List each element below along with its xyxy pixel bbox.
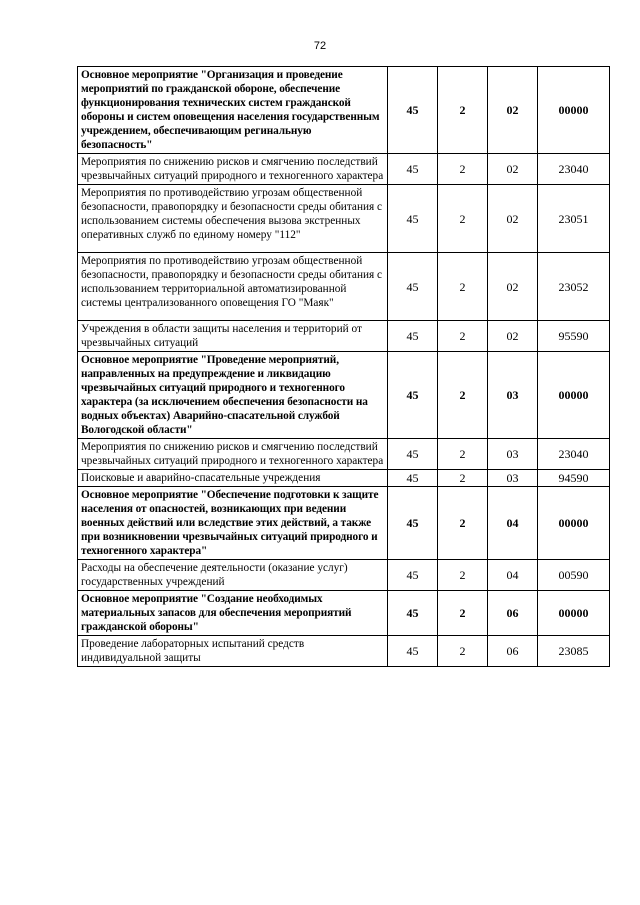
row-description: Проведение лабораторных испытаний средств индивидуальной защиты — [78, 636, 388, 667]
table-row — [78, 352, 610, 439]
event-code: 03 — [488, 470, 538, 487]
event-code: 06 — [488, 636, 538, 667]
event-code: 03 — [488, 352, 538, 439]
table-row — [78, 560, 610, 591]
program-code: 45 — [388, 185, 438, 253]
row-description: Основное мероприятие "Организация и проведение мероприятий по гражданской обороне, обеспечение функционирования технических систем гражданской обороны и систем оповещения населения государственным учреждением, обеспечивающим регинальную безопасность" — [78, 67, 388, 154]
row-description: Мероприятия по противодействию угрозам общественной безопасности, правопорядку и безопасности среды обитания с использованием территориальной автоматизированной системы централизованного оповещения ГО "Маяк" — [78, 253, 388, 321]
row-description: Поисковые и аварийно-спасательные учреждения — [78, 470, 388, 487]
event-code: 02 — [488, 154, 538, 185]
direction-code: 00000 — [538, 67, 610, 154]
direction-code: 23085 — [538, 636, 610, 667]
program-code: 45 — [388, 470, 438, 487]
event-code: 02 — [488, 185, 538, 253]
subprogram-code: 2 — [438, 185, 488, 253]
program-code: 45 — [388, 253, 438, 321]
direction-code: 00000 — [538, 591, 610, 636]
page-number: 72 — [313, 40, 327, 52]
program-code: 45 — [388, 636, 438, 667]
program-code: 45 — [388, 67, 438, 154]
subprogram-code: 2 — [438, 439, 488, 470]
direction-code: 94590 — [538, 470, 610, 487]
event-code: 04 — [488, 487, 538, 560]
subprogram-code: 2 — [438, 487, 488, 560]
program-code: 45 — [388, 154, 438, 185]
event-code: 04 — [488, 560, 538, 591]
table-row — [78, 470, 610, 487]
event-code: 03 — [488, 439, 538, 470]
subprogram-code: 2 — [438, 67, 488, 154]
program-code: 45 — [388, 591, 438, 636]
direction-code: 23040 — [538, 439, 610, 470]
table-row — [78, 591, 610, 636]
row-description: Расходы на обеспечение деятельности (оказание услуг) государственных учреждений — [78, 560, 388, 591]
program-code: 45 — [388, 487, 438, 560]
program-code: 45 — [388, 321, 438, 352]
subprogram-code: 2 — [438, 560, 488, 591]
event-code: 02 — [488, 67, 538, 154]
event-code: 02 — [488, 321, 538, 352]
subprogram-code: 2 — [438, 253, 488, 321]
table-row — [78, 253, 610, 321]
event-code: 02 — [488, 253, 538, 321]
subprogram-code: 2 — [438, 321, 488, 352]
table-row — [78, 487, 610, 560]
table-row — [78, 67, 610, 154]
row-description: Основное мероприятие "Создание необходимых материальных запасов для обеспечения мероприятий гражданской обороны" — [78, 591, 388, 636]
direction-code: 95590 — [538, 321, 610, 352]
program-code: 45 — [388, 352, 438, 439]
table-row — [78, 185, 610, 253]
table-body — [78, 67, 610, 667]
subprogram-code: 2 — [438, 154, 488, 185]
row-description: Мероприятия по снижению рисков и смягчению последствий чрезвычайных ситуаций природного и техногенного характера — [78, 439, 388, 470]
budget-classification-table — [77, 66, 610, 667]
direction-code: 00000 — [538, 352, 610, 439]
table-row — [78, 636, 610, 667]
row-description: Мероприятия по снижению рисков и смягчению последствий чрезвычайных ситуаций природного и техногенного характера — [78, 154, 388, 185]
row-description: Основное мероприятие "Обеспечение подготовки к защите населения от опасностей, возникающих при ведении военных действий или вследствие этих действий, а также при возникновении чрезвычайных ситуаций природного и техногенного характера" — [78, 487, 388, 560]
event-code: 06 — [488, 591, 538, 636]
table-row — [78, 321, 610, 352]
subprogram-code: 2 — [438, 352, 488, 439]
table-row — [78, 439, 610, 470]
direction-code: 23052 — [538, 253, 610, 321]
subprogram-code: 2 — [438, 636, 488, 667]
row-description: Учреждения в области защиты населения и территорий от чрезвычайных ситуаций — [78, 321, 388, 352]
direction-code: 00000 — [538, 487, 610, 560]
program-code: 45 — [388, 439, 438, 470]
direction-code: 00590 — [538, 560, 610, 591]
row-description: Основное мероприятие "Проведение мероприятий, направленных на предупреждение и ликвидацию чрезвычайных ситуаций природного и техногенного характера (за исключением обеспечения безопасности на водных объектах) Аварийно-спасательной службой Вологодской области" — [78, 352, 388, 439]
subprogram-code: 2 — [438, 591, 488, 636]
table-row — [78, 154, 610, 185]
direction-code: 23040 — [538, 154, 610, 185]
row-description: Мероприятия по противодействию угрозам общественной безопасности, правопорядку и безопасности среды обитания с использованием системы обеспечения вызова экстренных оперативных служб по единому номеру "112" — [78, 185, 388, 253]
program-code: 45 — [388, 560, 438, 591]
subprogram-code: 2 — [438, 470, 488, 487]
direction-code: 23051 — [538, 185, 610, 253]
